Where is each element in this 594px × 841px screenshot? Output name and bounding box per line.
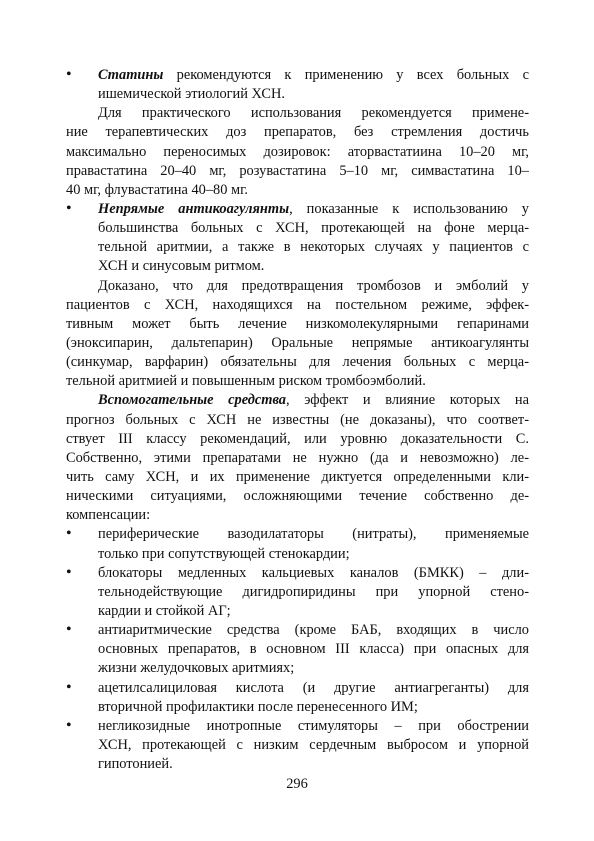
text-line: ишемической этиологий ХСН. xyxy=(98,86,285,103)
text-line: ствует III классу рекомендаций, или уровню доказательности С. xyxy=(66,430,529,447)
text-line: 40 мг, флувастатина 40–80 мг. xyxy=(66,181,249,198)
term-statins: Статины xyxy=(98,67,164,83)
list-item xyxy=(66,525,529,563)
text-line: антиаритмические средства (кроме БАБ, входящих в число xyxy=(98,622,529,639)
bullet-marker: • xyxy=(66,678,72,696)
text-line: (эноксипарин, дальтепарин) Оральные непрямые антикоагулянты xyxy=(66,334,529,351)
bullet-list xyxy=(66,525,529,774)
text-line: компенсации: xyxy=(66,507,151,524)
text-line: только при сопутствующей стенокардии; xyxy=(98,545,350,562)
list-item xyxy=(66,621,529,678)
text-line xyxy=(66,200,529,219)
text-line: прогноз больных с ХСН не известны (не доказаны), что соответ- xyxy=(66,411,529,428)
text-line: (синкумар, варфарин) обязательны для лечения больных с мерца- xyxy=(66,354,529,371)
list-item xyxy=(66,564,529,621)
text-span: , показанные к использованию у xyxy=(289,200,529,217)
text-line: кардии и стойкой АГ; xyxy=(98,602,231,619)
bullet-marker: • xyxy=(66,525,72,543)
text-line: периферические вазодилататоры (нитраты), применяемые xyxy=(98,526,529,543)
text-line: негликозидные инотропные стимуляторы – при обострении xyxy=(98,717,529,734)
bullet-marker: • xyxy=(66,563,72,581)
text-line: пациентов с ХСН, находящихся на постельном режиме, эффек- xyxy=(66,296,529,313)
text-line: тельной аритмии, а также в некоторых случаях у пациентов с xyxy=(98,239,529,256)
text-line: ние терапевтических доз препаратов, без стремления достичь xyxy=(66,124,529,141)
text-span: , эффект и влияние которых на xyxy=(286,392,529,409)
text-line: чить саму ХСН, и их применение диктуется определенными кли- xyxy=(66,468,529,485)
text-line: ХСН и синусовым ритмом. xyxy=(98,258,265,275)
term-auxiliary: Вспомогательные средства xyxy=(98,392,287,409)
paragraph-auxiliary xyxy=(66,391,529,525)
term-anticoagulants: Непрямые антикоагулянты xyxy=(98,200,290,217)
text-line: Собственно, этими препаратами не нужно (да и невозможно) ле- xyxy=(66,449,529,466)
list-item xyxy=(66,679,529,717)
text-line: Для практического использования рекомендуется примене- xyxy=(98,105,529,122)
paragraph-heparins xyxy=(66,277,529,392)
text-line: ацетилсалициловая кислота (и другие антиагреганты) для xyxy=(98,679,529,696)
text-line xyxy=(66,391,529,410)
bullet-marker: • xyxy=(66,621,72,639)
text-line: большинства больных с ХСН, протекающей на фоне мерца- xyxy=(98,220,529,237)
text-line: гипотонией. xyxy=(98,756,173,773)
text-line xyxy=(66,66,529,85)
text-line: тельнодействующие дигидропиридины при упорной стено- xyxy=(98,583,529,600)
text-line: правастатина 20–40 мг, розувастатина 5–10 мг, симвастатина 10– xyxy=(66,162,529,179)
text-line: блокаторы медленных кальциевых каналов (БМКК) – дли- xyxy=(98,564,529,581)
bullet-item-statins xyxy=(66,66,529,104)
text-line: максимально переносимых дозировок: аторвастатиина 10–20 мг, xyxy=(66,143,529,160)
bullet-marker: • xyxy=(66,199,72,217)
bullet-item-anticoagulants xyxy=(66,200,529,277)
text-line: вторичной профилактики после перенесенного ИМ; xyxy=(98,698,418,715)
text-span: рекомендуются к применению у всех больных с xyxy=(163,67,529,83)
bullet-marker: • xyxy=(66,716,72,734)
text-line: ХСН, протекающей с низким сердечным выбросом и упорной xyxy=(98,736,529,753)
text-line: основных препаратов, в основном III класса) при опасных для xyxy=(98,641,529,658)
text-line: тельной аритмией и повышенным риском тромбоэмболий. xyxy=(66,373,426,390)
paragraph-dosage xyxy=(66,104,529,200)
page-body xyxy=(66,66,529,774)
text-line: тивным может быть лечение низкомолекулярными гепаринами xyxy=(66,315,529,332)
text-line: Доказано, что для предотвращения тромбозов и эмболий у xyxy=(98,277,529,294)
text-line: жизни желудочковых аритмиях; xyxy=(98,660,295,677)
list-item xyxy=(66,717,529,774)
bullet-marker: • xyxy=(66,66,72,83)
text-line: ническими ситуациями, осложняющими течение собственно де- xyxy=(66,488,529,505)
page-number: 296 xyxy=(286,776,308,792)
